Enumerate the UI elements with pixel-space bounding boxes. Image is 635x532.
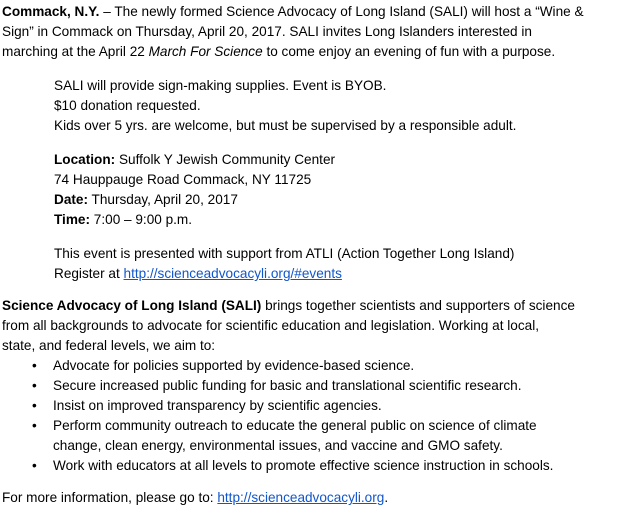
- address-line: 74 Hauppauge Road Commack, NY 11725: [54, 172, 312, 187]
- bullet-icon: •: [32, 398, 37, 413]
- goals-list: [2, 356, 635, 476]
- list-item: • Work with educators at all levels to promote effective science instruction in schools.: [2, 456, 635, 476]
- about-line-3: state, and federal levels, we aim to:: [2, 338, 216, 353]
- date-value: Thursday, April 20, 2017: [88, 192, 238, 207]
- date-label: Date:: [54, 192, 88, 207]
- intro-paragraph: [2, 2, 635, 62]
- about-paragraph: [2, 296, 635, 356]
- time-label: Time:: [54, 212, 91, 227]
- website-link[interactable]: http://scienceadvocacyli.org: [217, 490, 385, 505]
- details-line: Kids over 5 yrs. are welcome, but must be supervised by a responsible adult.: [54, 118, 517, 133]
- list-item: • Perform community outreach to educate the general public on science of climate change, clean energy, environmental issues, and vaccine and GMO safety.: [32, 418, 537, 453]
- details-line: SALI will provide sign-making supplies. Event is BYOB.: [54, 78, 387, 93]
- location-line: [54, 150, 635, 170]
- support-paragraph: [2, 244, 635, 284]
- footer-line: For more information, please go to: http://scienceadvocacyli.org.: [2, 490, 389, 505]
- support-line: This event is presented with support from ATLI (Action Together Long Island): [54, 246, 515, 261]
- intro-line-3: marching at the April 22 March For Science to come enjoy an evening of fun with a purpose.: [2, 44, 556, 59]
- event-info: [2, 150, 635, 230]
- list-item: • Advocate for policies supported by evidence-based science.: [2, 356, 635, 376]
- bullet-icon: •: [32, 358, 37, 373]
- about-line-1: Science Advocacy of Long Island (SALI) brings together scientists and supporters of science: [2, 298, 575, 313]
- details-line: $10 donation requested.: [54, 98, 201, 113]
- list-item: • Insist on improved transparency by scientific agencies.: [2, 396, 635, 416]
- bullet-icon: •: [32, 378, 37, 393]
- org-name: Science Advocacy of Long Island (SALI): [2, 298, 262, 313]
- location-label: Location:: [54, 152, 116, 167]
- register-line: Register at http://scienceadvocacyli.org/#events: [54, 266, 342, 281]
- time-value: 7:00 – 9:00 p.m.: [90, 212, 193, 227]
- intro-line-1: Commack, N.Y. – The newly formed Science Advocacy of Long Island (SALI) will host a “Wine &: [2, 4, 584, 19]
- about-line-2: from all backgrounds to advocate for scientific education and legislation. Working at local,: [2, 318, 539, 333]
- bullet-icon: •: [32, 458, 37, 473]
- time-line: [54, 210, 635, 230]
- march-name: March For Science: [148, 44, 263, 59]
- details-paragraph: [2, 76, 635, 136]
- bullet-icon: •: [32, 418, 37, 433]
- intro-line-2: Sign” in Commack on Thursday, April 20, 2017. SALI invites Long Islanders interested in: [2, 24, 532, 39]
- location-value: Suffolk Y Jewish Community Center: [115, 152, 336, 167]
- list-item: • Secure increased public funding for basic and translational scientific research.: [2, 376, 635, 396]
- dateline: Commack, N.Y.: [2, 4, 100, 19]
- register-link[interactable]: http://scienceadvocacyli.org/#events: [123, 266, 342, 281]
- date-line: [54, 190, 635, 210]
